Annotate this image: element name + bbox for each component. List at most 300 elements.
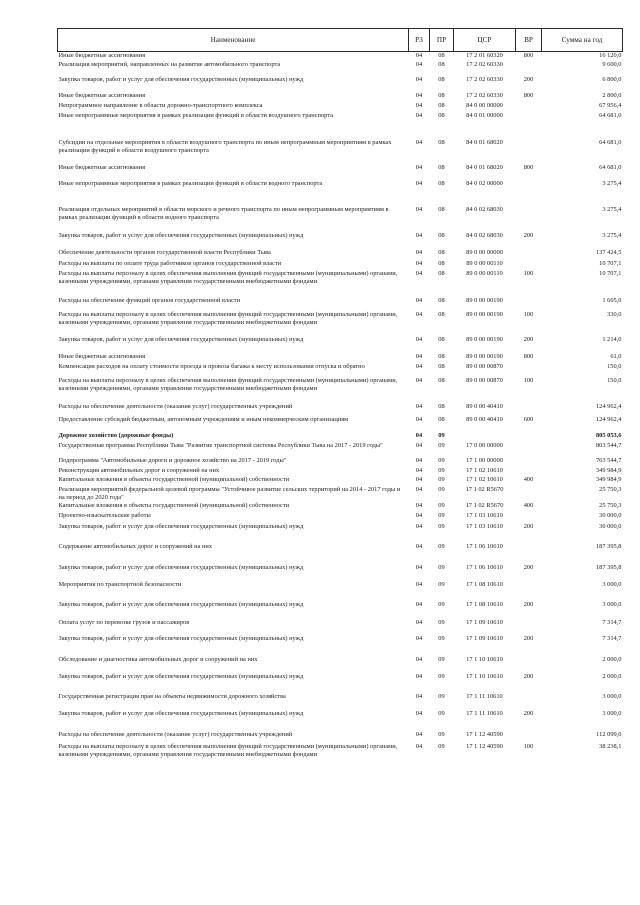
table-row: [58, 403, 623, 416]
cell-vr: [516, 656, 542, 673]
cell-vr: [516, 139, 542, 164]
table-row: [58, 581, 623, 601]
cell-sum: 150,0: [607, 376, 622, 384]
table-row: [58, 476, 623, 486]
cell-pr: 08: [438, 352, 445, 360]
table-row: [58, 432, 623, 442]
cell-sum: 25 750,3: [599, 485, 622, 493]
cell-pr: 08: [438, 205, 445, 213]
cell-name: Иные бюджетные ассигнования: [58, 352, 146, 360]
cell-vr: 800: [523, 163, 534, 171]
cell-csr: 89 0 00 00110: [466, 259, 503, 267]
cell-rz: 04: [415, 542, 423, 550]
cell-rz: 04: [415, 563, 423, 571]
cell-pr: 08: [438, 248, 445, 256]
cell-csr: 17 1 02 10610: [466, 475, 503, 483]
cell-name: Реализация мероприятий, направленных на развитие автомобильного транспорта: [58, 60, 281, 68]
cell-name: Обеспечение деятельности органов государственной власти Республики Тыва: [58, 248, 271, 256]
cell-rz: 04: [415, 501, 423, 509]
header-pr: ПР: [430, 29, 454, 52]
cell-name: Закупка товаров, работ и услуг для обеспечения государственных (муниципальных) нужд: [58, 75, 304, 83]
cell-vr: [516, 206, 542, 232]
cell-sum: 10 707,1: [599, 269, 622, 277]
table-row: [58, 139, 623, 164]
cell-sum: 330,0: [607, 310, 622, 318]
cell-rz: 04: [415, 269, 423, 277]
cell-rz: 04: [415, 60, 423, 68]
cell-sum: 187 395,8: [595, 563, 622, 571]
table-row: [58, 564, 623, 581]
table-row: [58, 502, 623, 512]
cell-vr: [516, 102, 542, 112]
budget-table: [57, 28, 623, 773]
table-row: [58, 619, 623, 635]
cell-sum: 25 750,3: [599, 501, 622, 509]
header-rz: РЗ: [409, 29, 430, 52]
cell-name: Расходы на выплаты персоналу в целях обеспечения выполнения функций государственными (муниципальными) органами, казенными учреждениями, органами управления государственными внебюджетными фондами: [58, 376, 398, 392]
table-row: [58, 693, 623, 710]
cell-vr: 100: [523, 742, 534, 750]
cell-sum: 187 395,8: [595, 542, 622, 550]
table-row: [58, 442, 623, 457]
cell-sum: 349 984,9: [595, 466, 622, 474]
cell-sum: 2 800,0: [602, 91, 622, 99]
table-row: [58, 486, 623, 502]
table-body: [58, 52, 623, 773]
cell-vr: 800: [523, 91, 534, 99]
cell-sum: 3 000,0: [602, 580, 622, 588]
cell-sum: 6 800,0: [602, 75, 622, 83]
cell-name: Дорожное хозяйство (дорожные фонды): [58, 431, 174, 439]
cell-vr: [516, 297, 542, 311]
cell-pr: 09: [438, 542, 445, 550]
cell-vr: 200: [523, 709, 534, 717]
cell-pr: 09: [438, 485, 445, 493]
cell-rz: 04: [415, 205, 423, 213]
cell-csr: 17 2 02 60330: [466, 60, 503, 68]
cell-sum: 349 984,9: [595, 475, 622, 483]
cell-rz: 04: [415, 580, 423, 588]
table-row: [58, 180, 623, 206]
cell-name: Оплата услуг по перевозке грузов и пассажиров: [58, 618, 190, 626]
cell-csr: 89 0 00 00870: [466, 376, 503, 384]
cell-rz: 04: [415, 296, 423, 304]
cell-rz: 04: [415, 75, 423, 83]
cell-vr: [516, 619, 542, 635]
cell-csr: 17 2 02 60330: [466, 75, 503, 83]
cell-vr: [516, 363, 542, 377]
table-row: [58, 52, 623, 61]
cell-sum: 3 000,0: [602, 709, 622, 717]
cell-name: Закупка товаров, работ и услуг для обеспечения государственных (муниципальных) нужд: [58, 672, 304, 680]
cell-pr: 08: [438, 101, 445, 109]
cell-sum: 2 000,0: [602, 655, 622, 663]
cell-rz: 04: [415, 456, 423, 464]
cell-pr: 08: [438, 75, 445, 83]
cell-name: Расходы на выплаты по оплате труда работников органов государственной власти: [58, 259, 282, 267]
cell-rz: 04: [415, 352, 423, 360]
table-row: [58, 336, 623, 353]
table-row: [58, 363, 623, 377]
cell-csr: 17 1 12 40590: [466, 730, 503, 738]
table-row: [58, 467, 623, 476]
cell-vr: 200: [523, 335, 534, 343]
cell-rz: 04: [415, 672, 423, 680]
cell-pr: 09: [438, 475, 445, 483]
table-row: [58, 416, 623, 432]
cell-sum: 30 000,0: [599, 511, 622, 519]
cell-sum: 38 238,1: [599, 742, 622, 750]
cell-csr: 89 0 00 00190: [466, 310, 503, 318]
cell-name: Закупка товаров, работ и услуг для обеспечения государственных (муниципальных) нужд: [58, 600, 304, 608]
table-row: [58, 164, 623, 180]
table-row: [58, 353, 623, 363]
header-vr: ВР: [516, 29, 542, 52]
cell-pr: 08: [438, 111, 445, 119]
cell-csr: 17 1 09 10610: [466, 618, 503, 626]
cell-sum: 3 275,4: [602, 205, 622, 213]
cell-pr: 09: [438, 431, 445, 439]
cell-sum: 124 962,4: [595, 402, 622, 410]
cell-name: Проектно-изыскательские работы: [58, 511, 151, 519]
cell-rz: 04: [415, 248, 423, 256]
cell-vr: [516, 486, 542, 502]
cell-pr: 09: [438, 618, 445, 626]
cell-csr: 17 1 10 10610: [466, 672, 503, 680]
cell-name: Закупка товаров, работ и услуг для обеспечения государственных (муниципальных) нужд: [58, 634, 304, 642]
cell-sum: 805 053,6: [595, 431, 622, 439]
cell-rz: 04: [415, 618, 423, 626]
cell-pr: 09: [438, 441, 445, 449]
cell-name: Закупка товаров, работ и услуг для обеспечения государственных (муниципальных) нужд: [58, 231, 304, 239]
cell-csr: 17 1 12 40590: [466, 742, 503, 750]
table-row: [58, 297, 623, 311]
cell-vr: [516, 403, 542, 416]
cell-name: Государственная программа Республики Тыва "Развитие транспортной системы Республики Тыва на 2017 - 2019 годы": [58, 441, 383, 449]
cell-csr: 17 1 02 R5670: [465, 501, 504, 509]
cell-vr: 200: [523, 672, 534, 680]
cell-rz: 04: [415, 466, 423, 474]
cell-vr: [516, 467, 542, 476]
cell-vr: [516, 581, 542, 601]
cell-rz: 04: [415, 402, 423, 410]
cell-vr: 800: [523, 52, 534, 59]
cell-vr: [516, 693, 542, 710]
cell-rz: 04: [415, 52, 423, 59]
cell-rz: 04: [415, 376, 423, 384]
cell-vr: [516, 260, 542, 270]
cell-vr: 100: [523, 269, 534, 277]
cell-pr: 08: [438, 138, 445, 146]
table-row: [58, 270, 623, 297]
cell-csr: 17 1 11 10610: [466, 709, 503, 717]
cell-pr: 08: [438, 402, 445, 410]
cell-rz: 04: [415, 231, 423, 239]
table-row: [58, 656, 623, 673]
cell-rz: 04: [415, 138, 423, 146]
table-row: [58, 377, 623, 403]
cell-name: Расходы на выплаты персоналу в целях обеспечения выполнения функций государственными (муниципальными) органами, казенными учреждениями, органами управления государственными внебюджетными фондами: [58, 310, 398, 326]
cell-vr: [516, 432, 542, 442]
cell-csr: 17 1 03 10610: [466, 511, 503, 519]
cell-csr: 84 0 02 68030: [466, 205, 503, 213]
cell-csr: 84 0 02 00000: [466, 179, 503, 187]
cell-name: Обследование и диагностика автомобильных дорог и сооружений на них: [58, 655, 258, 663]
cell-sum: 3 000,0: [602, 600, 622, 608]
cell-name: Иные непрограммные мероприятия в рамках реализации функций в области воздушного транспорта: [58, 111, 333, 119]
table-row: [58, 76, 623, 92]
cell-vr: 200: [523, 75, 534, 83]
cell-sum: 1 214,0: [602, 335, 622, 343]
table-row: [58, 260, 623, 270]
cell-vr: 800: [523, 352, 534, 360]
cell-vr: [516, 61, 542, 76]
cell-pr: 08: [438, 335, 445, 343]
cell-name: Реконструкция автомобильных дорог и сооружений на них: [58, 466, 220, 474]
cell-name: Капитальные вложения в объекты государственной (муниципальной) собственности: [58, 501, 290, 509]
cell-rz: 04: [415, 634, 423, 642]
cell-pr: 09: [438, 672, 445, 680]
cell-vr: 200: [523, 634, 534, 642]
cell-name: Закупка товаров, работ и услуг для обеспечения государственных (муниципальных) нужд: [58, 522, 304, 530]
cell-csr: 89 0 00 00110: [466, 269, 503, 277]
cell-rz: 04: [415, 362, 423, 370]
table-row: [58, 311, 623, 336]
cell-name: Закупка товаров, работ и услуг для обеспечения государственных (муниципальных) нужд: [58, 335, 304, 343]
cell-vr: 400: [523, 475, 534, 483]
cell-rz: 04: [415, 310, 423, 318]
cell-rz: 04: [415, 335, 423, 343]
cell-csr: 17 1 08 10610: [466, 600, 503, 608]
cell-pr: 09: [438, 522, 445, 530]
cell-rz: 04: [415, 111, 423, 119]
cell-pr: 08: [438, 91, 445, 99]
cell-pr: 08: [438, 362, 445, 370]
cell-sum: 16 120,0: [599, 52, 622, 59]
table-row: [58, 731, 623, 743]
cell-csr: 17 1 06 10610: [466, 563, 503, 571]
cell-pr: 08: [438, 60, 445, 68]
cell-sum: 64 681,0: [599, 111, 622, 119]
cell-rz: 04: [415, 655, 423, 663]
cell-name: Иные бюджетные ассигнования: [58, 52, 146, 59]
cell-name: Иные непрограммные мероприятия в рамках реализации функций в области водного транспорта: [58, 179, 323, 187]
header-csr: ЦСР: [454, 29, 516, 52]
cell-name: Расходы на обеспечение деятельности (оказания услуг) государственных учреждений: [58, 402, 293, 410]
cell-name: Государственная регистрация прав на объекты недвижимости дорожного хозяйства: [58, 692, 286, 700]
cell-rz: 04: [415, 522, 423, 530]
cell-name: Реализация мероприятий федеральной целевой программы "Устойчивое развитие сельских территорий на 2014 - 2017 годы и на период до 2020 года": [58, 485, 401, 501]
cell-pr: 09: [438, 742, 445, 750]
cell-rz: 04: [415, 692, 423, 700]
cell-sum: 137 424,5: [595, 248, 622, 256]
cell-sum: 67 956,4: [599, 101, 622, 109]
cell-name: Предоставление субсидий бюджетным, автономным учреждениям и иным некоммерческим организациям: [58, 415, 349, 423]
cell-sum: 30 000,0: [599, 522, 622, 530]
cell-name: Подпрограмма "Автомобильные дороги и дорожное хозяйство на 2017 - 2019 годы": [58, 456, 287, 464]
cell-name: Расходы на выплаты персоналу в целях обеспечения выполнения функций государственными (муниципальными) органами, казенными учреждениями, органами управления государственными внебюджетными фондами: [58, 742, 398, 758]
cell-sum: 9 600,0: [602, 60, 622, 68]
cell-pr: 09: [438, 655, 445, 663]
cell-rz: 04: [415, 485, 423, 493]
cell-vr: [516, 731, 542, 743]
table-row: [58, 710, 623, 731]
cell-sum: 124 962,4: [595, 415, 622, 423]
table-row: [58, 232, 623, 249]
cell-sum: 2 000,0: [602, 672, 622, 680]
cell-csr: 89 0 00 00870: [466, 362, 503, 370]
cell-pr: 09: [438, 501, 445, 509]
cell-vr: [516, 543, 542, 564]
cell-vr: [516, 180, 542, 206]
cell-pr: 08: [438, 269, 445, 277]
cell-name: Содержание автомобильных дорог и сооружений на них: [58, 542, 213, 550]
cell-pr: 09: [438, 730, 445, 738]
cell-csr: 84 0 01 68020: [466, 163, 503, 171]
cell-csr: 89 0 00 00190: [466, 296, 503, 304]
cell-vr: 100: [523, 376, 534, 384]
cell-sum: 7 314,7: [602, 618, 622, 626]
cell-name: Иные бюджетные ассигнования: [58, 91, 146, 99]
cell-name: Расходы на обеспечение функций органов государственной власти: [58, 296, 241, 304]
cell-vr: 200: [523, 563, 534, 571]
cell-sum: 3 275,4: [602, 231, 622, 239]
cell-pr: 09: [438, 580, 445, 588]
cell-sum: 763 544,7: [595, 456, 622, 464]
cell-pr: 09: [438, 634, 445, 642]
cell-sum: 64 681,0: [599, 138, 622, 146]
cell-pr: 08: [438, 296, 445, 304]
cell-rz: 04: [415, 163, 423, 171]
cell-csr: 17 0 00 00000: [466, 441, 503, 449]
cell-sum: 10 707,1: [599, 259, 622, 267]
cell-csr: 17 1 06 10610: [466, 542, 503, 550]
cell-name: Компенсация расходов на оплату стоимости проезда и провоза багажа к месту использования отпуска и обратно: [58, 362, 365, 370]
cell-vr: [516, 112, 542, 139]
cell-csr: 17 1 10 10610: [466, 655, 503, 663]
cell-csr: 17 2 01 60320: [466, 52, 503, 59]
cell-sum: 61,0: [610, 352, 622, 360]
cell-csr: 89 0 00 00190: [466, 335, 503, 343]
cell-sum: 64 681,0: [599, 163, 622, 171]
cell-sum: 3 000,0: [602, 692, 622, 700]
cell-pr: 08: [438, 52, 445, 59]
table-header: [58, 29, 623, 52]
cell-vr: 400: [523, 501, 534, 509]
cell-pr: 09: [438, 709, 445, 717]
cell-csr: 84 0 02 68030: [466, 231, 503, 239]
cell-csr: 89 0 00 00000: [466, 248, 503, 256]
cell-csr: 17 1 02 R5670: [465, 485, 504, 493]
cell-csr: 89 0 00 40410: [466, 402, 503, 410]
cell-csr: 89 0 00 40410: [466, 415, 503, 423]
cell-rz: 04: [415, 431, 423, 439]
cell-rz: 04: [415, 475, 423, 483]
cell-csr: 17 1 03 10610: [466, 522, 503, 530]
cell-name: Субсидии на отдельные мероприятия в области воздушного транспорта по иным непрограммным мероприятиям в рамках реализации функций в области воздушного транспорта: [58, 138, 392, 154]
cell-name: Закупка товаров, работ и услуг для обеспечения государственных (муниципальных) нужд: [58, 709, 304, 717]
cell-rz: 04: [415, 709, 423, 717]
cell-pr: 09: [438, 511, 445, 519]
table-row: [58, 635, 623, 656]
cell-csr: 17 1 11 10610: [466, 692, 503, 700]
cell-rz: 04: [415, 742, 423, 750]
table-row: [58, 743, 623, 773]
cell-csr: 17 1 00 00000: [466, 456, 503, 464]
table-row: [58, 523, 623, 543]
cell-csr: 17 1 09 10610: [466, 634, 503, 642]
table-row: [58, 601, 623, 619]
cell-csr: 84 0 00 00000: [466, 101, 503, 109]
cell-name: Иные бюджетные ассигнования: [58, 163, 146, 171]
cell-vr: 100: [523, 310, 534, 318]
cell-rz: 04: [415, 730, 423, 738]
cell-csr: 17 2 02 60330: [466, 91, 503, 99]
table-row: [58, 61, 623, 76]
cell-pr: 08: [438, 415, 445, 423]
cell-csr: 84 0 01 00000: [466, 111, 503, 119]
cell-name: Мероприятия по транспортной безопасности: [58, 580, 182, 588]
table-row: [58, 673, 623, 693]
cell-sum: 3 275,4: [602, 179, 622, 187]
cell-vr: [516, 442, 542, 457]
table-row: [58, 457, 623, 467]
cell-rz: 04: [415, 415, 423, 423]
cell-pr: 08: [438, 376, 445, 384]
cell-pr: 08: [438, 179, 445, 187]
cell-vr: 200: [523, 231, 534, 239]
cell-vr: [516, 457, 542, 467]
cell-name: Непрограммное направление в области дорожно-транспортного комплекса: [58, 101, 263, 109]
cell-rz: 04: [415, 259, 423, 267]
cell-name: Расходы на обеспечение деятельности (оказание услуг) государственных учреждений: [58, 730, 293, 738]
cell-vr: [516, 249, 542, 260]
cell-pr: 09: [438, 466, 445, 474]
cell-sum: 112 099,0: [596, 730, 622, 738]
cell-name: Капитальные вложения в объекты государственной (муниципальной) собственности: [58, 475, 290, 483]
table-row: [58, 102, 623, 112]
cell-rz: 04: [415, 91, 423, 99]
cell-vr: 600: [523, 415, 534, 423]
cell-name: Реализация отдельных мероприятий в области морского и речного транспорта по иным непрограммным мероприятиям в рамках реализации функций в области водного транспорта: [58, 205, 389, 221]
cell-csr: 89 0 00 00190: [466, 352, 503, 360]
cell-sum: 150,0: [607, 362, 622, 370]
cell-csr: [454, 432, 516, 442]
table-row: [58, 206, 623, 232]
cell-sum: 7 314,7: [602, 634, 622, 642]
cell-rz: 04: [415, 179, 423, 187]
cell-name: Закупка товаров, работ и услуг для обеспечения государственных (муниципальных) нужд: [58, 563, 304, 571]
cell-sum: 803 544,7: [595, 441, 622, 449]
header-sum: Сумма на год: [542, 29, 623, 52]
table-row: [58, 512, 623, 523]
cell-rz: 04: [415, 441, 423, 449]
table-row: [58, 249, 623, 260]
cell-rz: 04: [415, 511, 423, 519]
cell-csr: 17 1 02 10610: [466, 466, 503, 474]
header-name: Наименование: [58, 29, 409, 52]
table-row: [58, 92, 623, 102]
cell-sum: 1 605,0: [602, 296, 622, 304]
cell-vr: 200: [523, 600, 534, 608]
cell-csr: 84 0 01 68020: [466, 138, 503, 146]
cell-pr: 09: [438, 563, 445, 571]
cell-vr: 200: [523, 522, 534, 530]
cell-rz: 04: [415, 600, 423, 608]
cell-csr: 17 1 08 10610: [466, 580, 503, 588]
cell-pr: 08: [438, 163, 445, 171]
cell-pr: 09: [438, 692, 445, 700]
